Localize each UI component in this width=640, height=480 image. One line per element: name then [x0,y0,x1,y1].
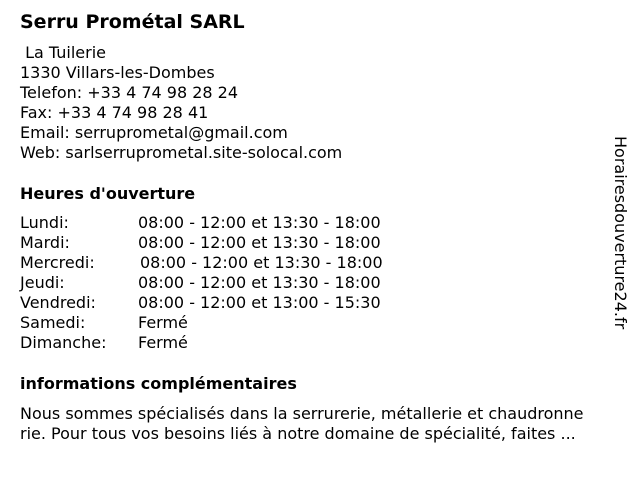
hours-day: Mardi: [20,233,70,252]
additional-info-heading: informations complémentaires [20,374,297,393]
hours-day: Mercredi: [20,253,95,272]
city-address: 1330 Villars-les-Dombes [20,63,215,82]
hours-time: 08:00 - 12:00 et 13:00 - 15:30 [138,293,381,312]
hours-time: 08:00 - 12:00 et 13:30 - 18:00 [140,253,383,272]
hours-day: Samedi: [20,313,86,332]
business-name: Serru Prométal SARL [20,11,245,33]
hours-day: Lundi: [20,213,69,232]
fax-number: Fax: +33 4 74 98 28 41 [20,103,209,122]
hours-day: Dimanche: [20,333,107,352]
opening-hours-heading: Heures d'ouverture [20,184,196,203]
hours-time: 08:00 - 12:00 et 13:30 - 18:00 [138,233,381,252]
hours-time: Fermé [138,333,188,352]
hours-time: 08:00 - 12:00 et 13:30 - 18:00 [138,213,381,232]
hours-day: Jeudi: [20,273,65,292]
contact-block [20,43,342,163]
phone-number: Telefon: +33 4 74 98 28 24 [20,83,239,102]
hours-time: 08:00 - 12:00 et 13:30 - 18:00 [138,273,381,292]
description [20,404,632,444]
description-line: Nous sommes spécialisés dans la serrurerie, métallerie et chaudronne [20,404,584,423]
site-watermark: Horairesdouverture24.fr [611,136,630,330]
website: Web: sarlserruprometal.site-solocal.com [20,143,343,162]
description-line: rie. Pour tous vos besoins liés à notre domaine de spécialité, faites ... [20,424,576,443]
hours-time: Fermé [138,313,188,332]
email-address: Email: serruprometal@gmail.com [20,123,288,142]
street-address: La Tuilerie [20,43,106,62]
hours-day: Vendredi: [20,293,96,312]
